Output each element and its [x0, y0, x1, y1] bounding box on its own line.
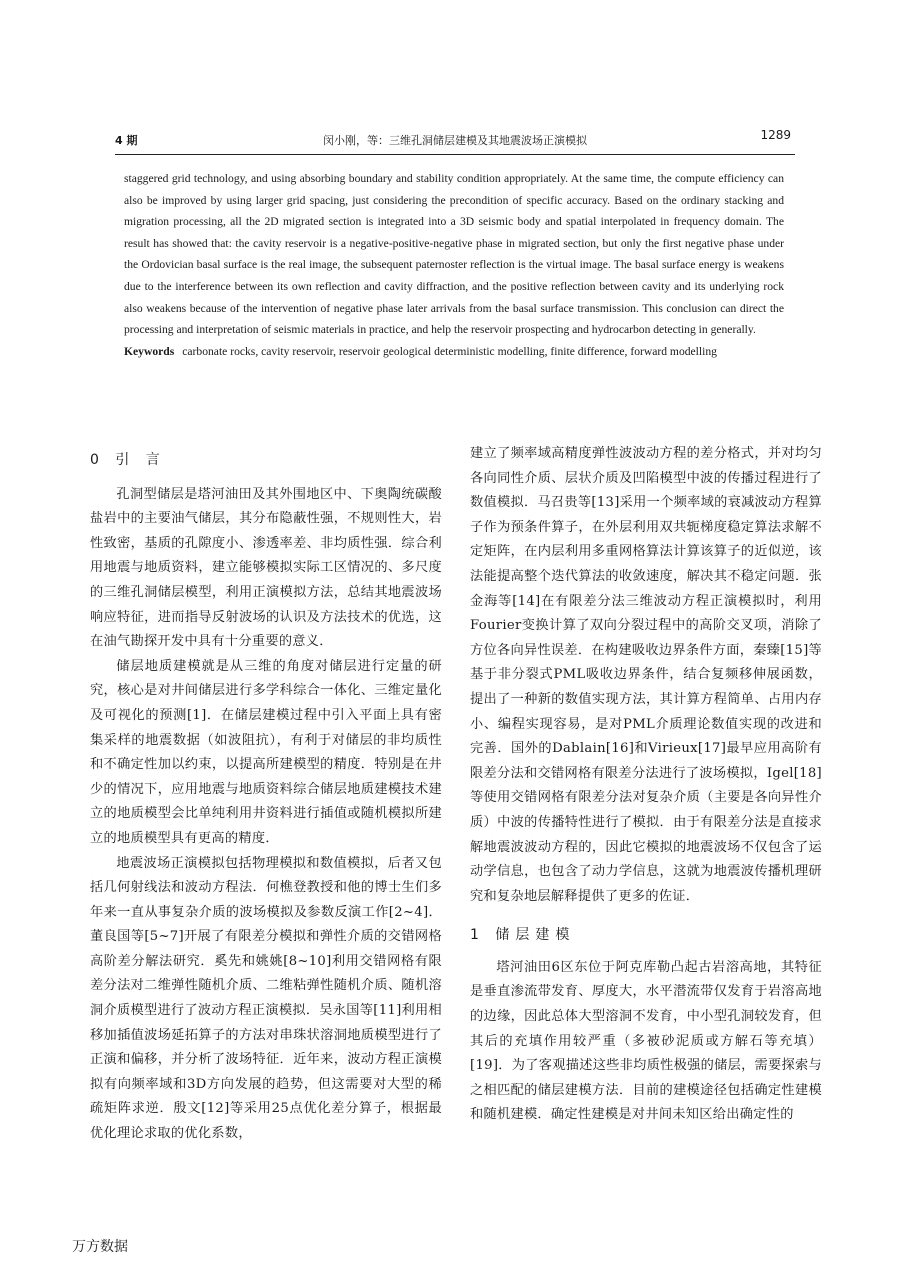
left-column — [90, 442, 442, 1147]
running-title: 闵小刚，等：三维孔洞储层建模及其地震波场正演模拟 — [323, 134, 587, 147]
keywords-line — [124, 341, 784, 363]
paragraph: 塔河油田6区东位于阿克库勒凸起古岩溶高地，其特征是垂直渗流带发育、厚度大，水平潜流带仅发育于岩溶高地的边缘，因此总体大型溶洞不发育，中小型孔洞较发育，但其后的充填作用较严重（多被砂泥质或方解石等充填）[19]．为了客观描述这些非均质性极强的储层，需要探索与之相匹配的储层建模方法．目前的建模途径包括确定性建模和随机建模．确定性建模是对井间未知区给出确定性的 — [470, 959, 822, 1123]
paragraph: 地震波场正演模拟包括物理模拟和数值模拟，后者又包括几何射线法和波动方程法．何樵登教授和他的博士生们多年来一直从事复杂介质的波场模拟及参数反演工作[2~4]．董良国等[5~7]开展了有限差分模拟和弹性介质的交错网格高阶差分解法研究．奚先和姚姚[8~10]利用交错网格有限差分法对二维弹性随机介质、二维粘弹性随机介质、随机溶洞介质模型进行了波动方程正演模拟．吴永国等[11]利用相移加插值波场延拓算子的方法对串珠状溶洞地质模型进行了正演和偏移，并分析了波场特征．近年来，波动方程正演模拟有向频率域和3D方向发展的趋势，但这需要对大型的稀疏矩阵求逆．殷文[12]等采用25点优化差分算子，根据最优化理论求取的优化系数， — [90, 855, 442, 1142]
abstract-text: staggered grid technology, and using absorbing boundary and stability condition appropriately. At the same time, the compute efficiency can also be improved by using larger grid spacing, just considering the precondition of specific accuracy. Based on the ordinary stacking and migration processing, all the 2D migrated section is integrated into a 3D seismic body and spatial interpolated in frequency domain. The result has showed that: the cavity reservoir is a negative-positive-negative phase in migrated section, but only the first negative phase under the Ordovician basal surface is the real image, the subsequent paternoster reflection is the virtual image. The basal surface energy is weakens due to the interference between its own reflection and cavity diffraction, and the positive reflection between cavity and its underlying rock also weakens because of the intervention of negative phase later arrivals from the basal surface transmission. This conclusion can direct the processing and interpretation of seismic materials in practice, and help the reservoir prospecting and hydrocarbon detecting in generally. — [124, 172, 784, 337]
page-number: 1289 — [760, 128, 791, 142]
keywords-label: Keywords — [124, 344, 175, 358]
running-header — [115, 128, 795, 155]
paragraph: 孔洞型储层是塔河油田及其外围地区中、下奥陶统碳酸盐岩中的主要油气储层，其分布隐蔽性强，不规则性大，岩性致密，基质的孔隙度小、渗透率差、非均质性强．综合利用地震与地质资料，建立能够模拟实际工区情况的、多尺度的三维孔洞储层模型，利用正演模拟方法，总结其地震波场响应特征，进而指导反射波场的认识及方法技术的优选，这在油气勘探开发中具有十分重要的意义． — [90, 486, 442, 650]
section-title-introduction: 0 引 言 — [90, 452, 166, 468]
right-column — [470, 442, 822, 1128]
english-abstract — [124, 168, 784, 362]
paragraph: 储层地质建模就是从三维的角度对储层进行定量的研究，核心是对井间储层进行多学科综合一体化、三维定量化及可视化的预测[1]．在储层建模过程中引入平面上具有密集采样的地震数据（如波阻抗），有利于对储层的非均质性和不确定性加以约束，以提高所建模型的精度．特别是在井少的情况下，应用地震与地质资料综合储层地质建模技术建立的地质模型会比单纯利用井资料进行插值或随机模拟所建立的地质模型具有更高的精度． — [90, 658, 442, 846]
watermark-text: 万方数据 — [72, 1239, 128, 1255]
issue-number: 4 期 — [115, 134, 138, 147]
section-title-reservoir-modelling: 1 储层建模 — [470, 927, 576, 944]
paragraph: 建立了频率域高精度弹性波波动方程的差分格式，并对均匀各向同性介质、层状介质及凹陷模型中波的传播过程进行了数值模拟．马召贵等[13]采用一个频率域的衰减波动方程算子作为预条件算子，在外层利用双共轭梯度稳定算法求解不定矩阵，在内层利用多重网格算法计算该算子的近似逆，该法能提高整个迭代算法的收敛速度，解决其不稳定问题．张金海等[14]在有限差分法三维波动方程正演模拟时，利用Fourier变换计算了双向分裂过程中的高阶交叉项，消除了方位各向异性误差．在构建吸收边界条件方面，秦臻[15]等基于非分裂式PML吸收边界条件，结合复频移伸展函数，提出了一种新的数值实现方法，其计算方程简单、占用内存小、编程实现容易，是对PML介质理论数值实现的改进和完善．国外的Dablain[16]和Virieux[17]最早应用高阶有限差分法和交错网格有限差分法进行了波场模拟，Igel[18]等使用交错网格有限差分法对复杂介质（主要是各向异性介质）中波的传播特性进行了模拟．由于有限差分法是直接求解地震波波动方程的，因此它模拟的地震波场不仅包含了运动学信息，也包含了动力学信息，这就为地震波传播机理研究和复杂地层解释提供了更多的佐证． — [470, 446, 822, 904]
keywords-text: carbonate rocks, cavity reservoir, reservoir geological deterministic modelling, finite difference, forward modelling — [182, 344, 717, 358]
